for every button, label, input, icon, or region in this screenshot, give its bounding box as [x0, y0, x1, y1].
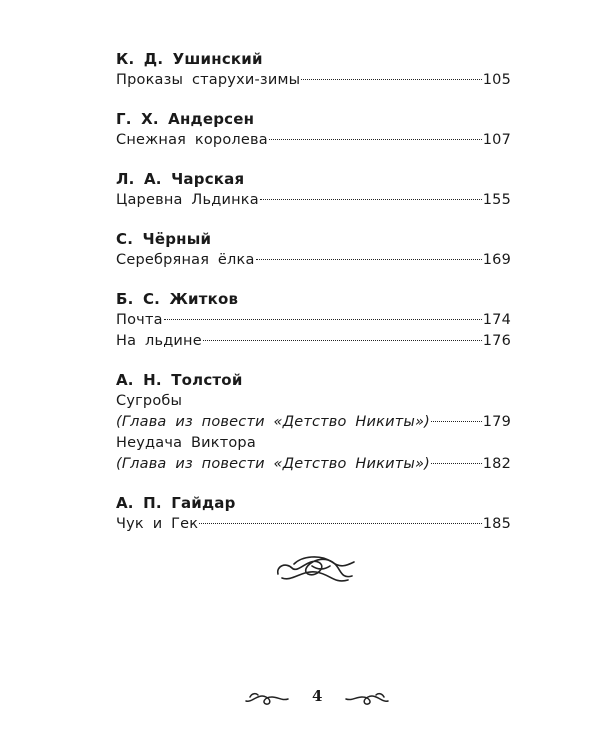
- toc-entry[interactable]: [116, 250, 511, 271]
- author-name: С. Чёрный: [116, 230, 212, 248]
- table-of-contents: [116, 48, 511, 535]
- toc-section-gaidar: [116, 492, 511, 535]
- toc-section-andersen: [116, 108, 511, 151]
- toc-section-charskaya: [116, 168, 511, 211]
- page-number: 4: [312, 687, 323, 705]
- entry-page: 107: [482, 132, 511, 148]
- toc-entry[interactable]: [116, 454, 511, 475]
- entry-page: 185: [482, 516, 511, 532]
- entry-title: Снежная королева: [116, 132, 268, 148]
- entry-page: 176: [482, 333, 511, 349]
- entry-page: 182: [482, 456, 511, 472]
- entry-subtitle: (Глава из повести «Детство Никиты»): [116, 456, 431, 472]
- dot-leader: [164, 319, 482, 320]
- toc-entry[interactable]: [116, 514, 511, 535]
- entry-page: 169: [482, 252, 511, 268]
- curl-left-icon: [242, 685, 290, 709]
- author-name: А. Н. Толстой: [116, 371, 243, 389]
- page-footer: [0, 683, 600, 713]
- entry-title: Царевна Льдинка: [116, 192, 259, 208]
- entry-title: Почта: [116, 312, 163, 328]
- entry-title: Чук и Гек: [116, 516, 199, 532]
- entry-page: 174: [482, 312, 511, 328]
- dot-leader: [203, 340, 482, 341]
- author-name: А. П. Гайдар: [116, 494, 236, 512]
- toc-section-zhitkov: [116, 288, 511, 352]
- toc-section-ushinsky: [116, 48, 511, 91]
- curl-right-icon: [344, 685, 392, 709]
- dot-leader: [431, 421, 482, 422]
- toc-section-tolstoy: [116, 369, 511, 475]
- author-name: Л. А. Чарская: [116, 170, 245, 188]
- toc-entry[interactable]: [116, 412, 511, 433]
- dot-leader: [301, 79, 481, 80]
- author-name: Б. С. Житков: [116, 290, 239, 308]
- toc-entry[interactable]: [116, 331, 511, 352]
- entry-title: На льдине: [116, 333, 202, 349]
- dot-leader: [431, 463, 482, 464]
- dot-leader: [260, 199, 482, 200]
- entry-title[interactable]: Сугробы: [116, 393, 183, 409]
- entry-title: Проказы старухи-зимы: [116, 72, 301, 88]
- toc-entry[interactable]: [116, 70, 511, 91]
- flourish-ornament-icon: [272, 552, 360, 588]
- author-name: К. Д. Ушинский: [116, 50, 263, 68]
- entry-subtitle: (Глава из повести «Детство Никиты»): [116, 414, 431, 430]
- dot-leader: [269, 139, 482, 140]
- entry-page: 105: [482, 72, 511, 88]
- dot-leader: [256, 259, 482, 260]
- toc-entry[interactable]: [116, 190, 511, 211]
- toc-entry[interactable]: [116, 130, 511, 151]
- entry-page: 179: [482, 414, 511, 430]
- toc-entry[interactable]: [116, 310, 511, 331]
- entry-page: 155: [482, 192, 511, 208]
- toc-section-cherny: [116, 228, 511, 271]
- dot-leader: [199, 523, 481, 524]
- entry-title[interactable]: Неудача Виктора: [116, 435, 256, 451]
- author-name: Г. Х. Андерсен: [116, 110, 255, 128]
- entry-title: Серебряная ёлка: [116, 252, 255, 268]
